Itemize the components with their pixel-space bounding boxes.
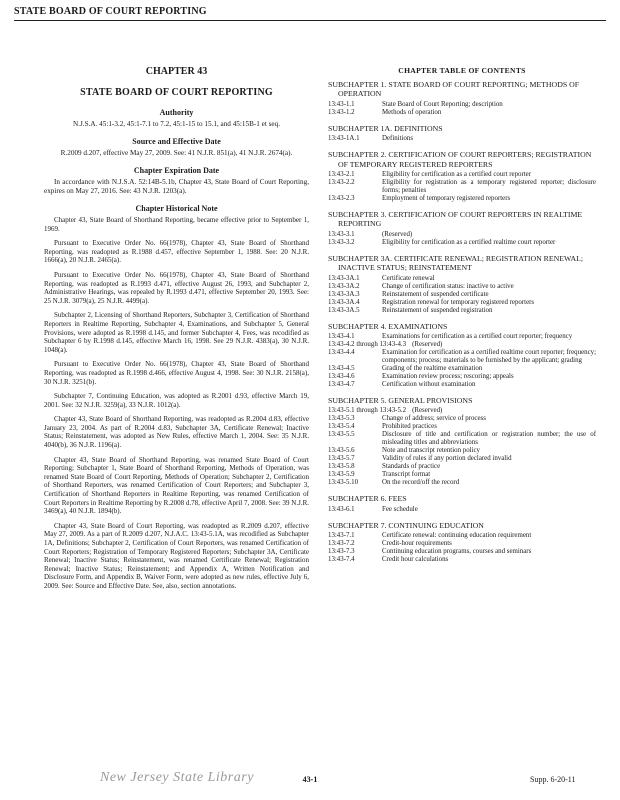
toc-entry [328,407,596,415]
history-paragraph: Pursuant to Executive Order No. 66(1978), Chapter 43, State Board of Shorthand Reporting, was readopted as R.1988 d.457, effective September 1, 1988. See: 20 N.J.R. 1666(a), 20 N.J.R. 2465(a). [44,239,309,265]
subchapter-heading: SUBCHAPTER 2. CERTIFICATION OF COURT REPORTERS; REGISTRATION OF TEMPORARY REGISTERED REPORTERS [328,150,592,169]
toc-entry [328,431,596,447]
chapter-number: CHAPTER 43 [145,66,208,77]
section-title: Eligibility for certification as a certified court reporter [382,171,532,179]
left-column [44,66,309,597]
section-number: 13:43-5.1 through 13:43-5.2 [328,407,407,415]
toc-entry [328,479,596,487]
authority-text: N.J.S.A. 45:1-3.2, 45:1-7.1 to 7.2, 45:1-15 to 15.1, and 45:15B-1 et seq. [72,120,281,128]
section-number: 13:43-3A.5 [328,306,360,314]
section-title: Reinstatement of suspended registration [382,306,493,314]
section-number: 13:43-3A.2 [328,282,360,290]
subchapter-entries [328,506,596,514]
subchapter-heading: SUBCHAPTER 3. CERTIFICATION OF COURT REPORTERS IN REALTIME REPORTING [328,210,583,229]
subchapter-heading: SUBCHAPTER 6. FEES [328,494,407,504]
section-title: Fee schedule [382,505,418,513]
section-title: Certificate renewal: continuing education requirement [382,532,532,540]
subchapter-entries [328,101,596,117]
section-title: Certification without examination [382,381,476,389]
toc-entry [328,471,596,479]
chapter-title: STATE BOARD OF COURT REPORTING [80,87,273,98]
subchapter-entries [328,407,596,487]
history-paragraph: Chapter 43, State Board of Shorthand Reporting, was renamed State Board of Court Reporting; Subchapter 1, State Board of Shorthand Reporting, Methods of Operation, was renamed State Board of Court Reporting, Methods of Operation; Subchapter 2, Certification of Shorthand Reporters, was renamed Certification of Court Reporters; and Subchapter 3, Certification of Shorthand Reporters in Realtime Reporting, was renamed Certification of Court Reporters in Realtime Reporting by R.2008 d.78, effective April 7, 2008. See: 39 N.J.R. 3469(a), 40 N.J.R. 1894(b). [44,455,309,516]
supplement-date: Supp. 6-20-11 [530,775,576,784]
section-number: 13:43-4.7 [328,381,355,389]
running-header: STATE BOARD OF COURT REPORTING [14,6,606,21]
subchapter-heading: SUBCHAPTER 7. CONTINUING EDUCATION [328,520,484,530]
subchapter-heading: SUBCHAPTER 4. EXAMINATIONS [328,321,448,331]
toc-entry [328,239,596,247]
toc-entry [328,415,596,423]
history-paragraph: Chapter 43, State Board of Shorthand Reporting, was readopted as R.2004 d.83, effective January 23, 2004. As part of R.2004 d.83, Subchapter 3A, Certificate Renewal; Inactive Status; Reinstatement, was adopted as New Rules, effective March 1, 2004. See: 35 N.J.R. 4040(b), 36 N.J.R. 1196(a). [44,415,309,450]
history-paragraph: Chapter 43, State Board of Court Reporting, was readopted as R.2009 d.207, effective May 27, 2009. As a part of R.2009 d.207, N.J.A.C. 13:43-5.1A, was recodified as Subchapter 1A, Definitions; Subchapter 2, Certification of Court Reporters, was renamed Certification of Court Reporters; Registration of Temporary Registered Reporters; Subchapter 3A, Certificate Renewal; Inactive Status; Reinstatement, was renamed Certificate Renewal; Registration Renewal; Inactive Status; Reinstatement; and Appendix A, Written Notification and Disclosure Form, and Appendix B, Waiver Form, were adopted as new rules, effective July 6, 2009. See: Source and Effective Date. See, also, section annotations. [44,521,309,590]
section-title: Methods of operation [382,108,442,116]
section-title: Disclosure of title and certification or registration number; the use of misleading titles and abbreviations [382,431,596,447]
toc-entry [328,463,596,471]
section-title: Change of address; service of process [382,415,486,423]
toc-entry [328,195,596,203]
page-number: 43-1 [302,775,318,784]
subchapter-heading: SUBCHAPTER 3A. CERTIFICATE RENEWAL; REGISTRATION RENEWAL; INACTIVE STATUS; REINSTATEMENT [328,253,584,273]
toc-entry [328,556,596,564]
section-number: 13:43-4.1 [328,333,355,341]
section-number: 13:43-5.6 [328,447,355,455]
section-number: 13:43-5.9 [328,471,355,479]
section-title: Credit hour calculations [382,556,449,564]
toc-entry [328,275,596,283]
toc-entry [328,365,596,373]
section-number: 13:43-3A.4 [328,298,360,306]
section-title: On the record/off the record [382,479,460,487]
section-number: 13:43-2.1 [328,171,355,179]
section-title: Eligibility for certification as a certified realtime court reporter [382,238,556,246]
toc-entry [328,506,596,514]
source-text: R.2009 d.207, effective May 27, 2009. See: 41 N.J.R. 851(a), 41 N.J.R. 2674(a). [60,149,293,157]
section-number: 13:43-2.2 [328,179,355,187]
section-number: 13:43-7.2 [328,540,355,548]
section-title: Definitions [382,135,414,143]
source-heading: Source and Effective Date [132,137,221,146]
section-title: (Reserved) [382,230,413,238]
section-number: 13:43-3A.3 [328,290,360,298]
section-number: 13:43-4.6 [328,373,355,381]
section-title: Examination review process; rescoring; appeals [382,373,514,381]
subchapter-heading: SUBCHAPTER 1A. DEFINITIONS [328,123,443,133]
section-title: Registration renewal for temporary registered reporters [382,298,535,306]
toc-entry [328,548,596,556]
toc-body [328,80,596,564]
section-title: Credit-hour requirements [382,540,452,548]
authority-heading: Authority [159,108,194,117]
section-title: Change of certification status: inactive to active [382,282,514,290]
section-number: 13:43-5.7 [328,455,355,463]
subchapter-entries [328,135,596,143]
section-number: 13:43-5.10 [328,479,359,487]
section-title: Certificate renewal [382,274,435,282]
section-number: 13:43-5.4 [328,423,355,431]
section-number: 13:43-4.4 [328,349,355,357]
section-number: 13:43-6.1 [328,505,355,513]
section-number: 13:43-5.8 [328,463,355,471]
section-number: 13:43-7.1 [328,532,355,540]
section-title: (Reserved) [412,341,443,349]
toc-entry [328,101,596,109]
expiration-heading: Chapter Expiration Date [133,166,220,175]
section-title: Employment of temporary registered reporters [382,195,511,203]
section-title: Validity of rules if any portion declared invalid [382,455,512,463]
subchapter-heading: SUBCHAPTER 1. STATE BOARD OF COURT REPORTING; METHODS OF OPERATION [328,80,580,99]
section-title: Examination for certification as a certified realtime court reporter; frequency; components; process; materials to be furnished by the applicant; grading [382,349,596,365]
toc-entry [328,283,596,291]
toc-entry [328,532,596,540]
toc-entry [328,447,596,455]
section-number: 13:43-3.1 [328,230,355,238]
section-title: Note and transcript retention policy [382,447,480,455]
toc-entry [328,179,596,195]
subchapter-entries [328,532,596,564]
toc-entry [328,291,596,299]
section-number: 13:43-5.5 [328,431,355,439]
expiration-text: In accordance with N.J.S.A. 52:14B-5.1b, Chapter 43, State Board of Court Reporting, expires on May 27, 2016. See: 43 N.J.R. 1203(a). [44,178,309,195]
history-paragraph: Subchapter 2, Licensing of Shorthand Reporters, Subchapter 3, Certification of Shorthand Reporters in Realtime Reporting, Subchapter 4, Examinations, and Subchapter 5, General Provisions, were adopted as R.1998 d.145, and former Subchapter 4, Fees, was recodified as Subchapter 6 by R.1998 d.145, effective March 16, 1998. See 29 N.J.R. 4383(a), 30 N.J.R. 1048(a). [44,311,309,354]
history-paragraph: Subchapter 7, Continuing Education, was adopted as R.2001 d.93, effective March 19, 2001. See: 32 N.J.R. 3259(a), 33 N.J.R. 1012(a). [44,392,309,409]
section-title: Eligibility for registration as a temporary registered reporter; disclosure forms; penalties [382,179,596,195]
section-title: Continuing education programs, courses and seminars [382,548,532,556]
toc-entry [328,307,596,315]
toc-entry [328,299,596,307]
section-number: 13:43-1A.1 [328,135,360,143]
table-of-contents [328,66,596,571]
subchapter-heading: SUBCHAPTER 5. GENERAL PROVISIONS [328,396,473,406]
toc-entry [328,349,596,365]
toc-title: CHAPTER TABLE OF CONTENTS [398,66,526,75]
section-title: State Board of Court Reporting; description [382,100,503,108]
section-number: 13:43-3.2 [328,238,355,246]
subchapter-entries [328,333,596,389]
toc-entry [328,135,596,143]
toc-entry [328,423,596,431]
toc-entry [328,333,596,341]
history-heading: Chapter Historical Note [135,204,218,213]
section-number: 13:43-5.3 [328,415,355,423]
toc-entry [328,373,596,381]
subchapter-entries [328,275,596,315]
section-number: 13:43-1.1 [328,100,355,108]
section-number: 13:43-4.2 through 13:43-4.3 [328,341,407,349]
section-title: Grading of the realtime examination [382,365,483,373]
section-title: Prohibited practices [382,423,437,431]
section-number: 13:43-7.3 [328,548,355,556]
history-paragraph: Pursuant to Executive Order No. 66(1978), Chapter 43, State Board of Shorthand Reporting, was readopted as R.1998 d.466, effective August 4, 1998. See: 30 N.J.R. 2158(a), 30 N.J.R. 3251(b). [44,360,309,386]
section-title: Reinstatement of suspended certificate [382,290,489,298]
subchapter-entries [328,231,596,247]
subchapter-entries [328,171,596,203]
section-number: 13:43-2.3 [328,195,355,203]
toc-entry [328,171,596,179]
section-number: 13:43-7.4 [328,556,355,564]
section-title: (Reserved) [412,407,443,415]
section-title: Transcript format [382,471,431,479]
library-watermark: New Jersey State Library [100,770,254,785]
section-number: 13:43-4.5 [328,365,355,373]
toc-entry [328,455,596,463]
toc-entry [328,109,596,117]
toc-entry [328,341,596,349]
section-number: 13:43-3A.1 [328,274,360,282]
toc-entry [328,381,596,389]
history-paragraph: Chapter 43, State Board of Shorthand Reporting, became effective prior to September 1, 1969. [44,216,309,233]
history-notes [44,216,309,591]
toc-entry [328,540,596,548]
section-title: Standards of practice [382,463,441,471]
history-paragraph: Pursuant to Executive Order No. 66(1978), Chapter 43, State Board of Shorthand Reporting, was readopted as R.1993 d.471, effective August 26, 1993, and Subchapter 2, Administrative Hearings, was repealed by R.1993 d.471, effective September 20, 1993. See: 25 N.J.R. 3079(a), 25 N.J.R. 4499(a). [44,270,309,305]
section-title: Examinations for certification as a certified court reporter; frequency [382,333,573,341]
section-number: 13:43-1.2 [328,108,355,116]
toc-entry [328,231,596,239]
